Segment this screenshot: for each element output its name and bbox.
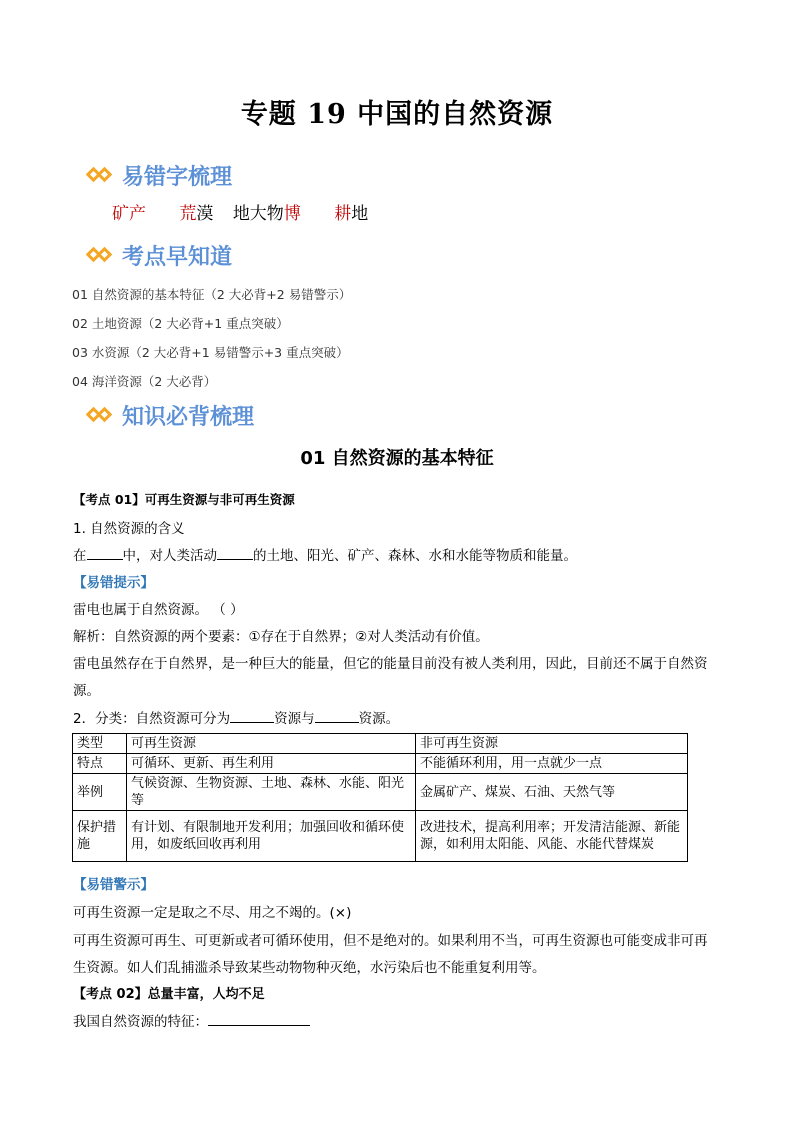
question: 雷电也属于自然资源。 （ ） — [73, 602, 244, 618]
page-title: 专题 19 中国的自然资源 — [240, 99, 554, 130]
section-title: 易错字梳理 — [122, 165, 233, 190]
table-cell: 举例 — [73, 774, 127, 811]
fill-blank — [208, 1011, 310, 1026]
table-row — [73, 811, 688, 862]
text-fragment: 2．分类：自然资源可分为 — [73, 711, 231, 727]
toc-item: 02 土地资源（2 大必背+1 重点突破） — [72, 316, 289, 331]
table-cell: 保护措施 — [73, 811, 127, 862]
word-red: 矿产 — [112, 204, 146, 224]
double-diamond-icon — [88, 166, 116, 186]
word-red: 耕 — [334, 204, 352, 224]
table-header-row — [73, 734, 688, 754]
table-cell: 可循环、更新、再生利用 — [127, 754, 416, 774]
question: 可再生资源一定是取之不尽、用之不竭的。(×) — [73, 905, 352, 921]
hint-label: 【易错提示】 — [73, 575, 154, 591]
word-black: 地 — [351, 204, 369, 224]
table-header-cell: 类型 — [73, 734, 127, 754]
word-black: 漠 — [196, 204, 214, 224]
kaodian-heading: 【考点 02】总量丰富，人均不足 — [73, 987, 265, 1002]
table-cell: 特点 — [73, 754, 127, 774]
toc-item: 01 自然资源的基本特征（2 大必背+2 易错警示） — [72, 287, 352, 302]
section-header-zhishi — [88, 400, 254, 431]
item-heading: 1. 自然资源的含义 — [73, 521, 185, 537]
analysis: 源。 — [73, 683, 100, 699]
fill-blank — [87, 545, 123, 560]
toc-item: 03 水资源（2 大必背+1 易错警示+3 重点突破） — [72, 345, 349, 360]
section-title: 知识必背梳理 — [122, 405, 255, 430]
section-title: 考点早知道 — [122, 245, 233, 270]
word-red: 博 — [283, 204, 301, 224]
text-fragment: 资源与 — [274, 711, 315, 727]
table-row — [73, 754, 688, 774]
word-black: 地大物 — [232, 204, 284, 224]
text-fragment: 的土地、阳光、矿产、森林、水和水能等物质和能量。 — [253, 548, 577, 564]
definition-line — [73, 544, 577, 564]
feature-line — [73, 1010, 310, 1030]
resource-table — [72, 733, 688, 862]
table-row — [73, 774, 688, 811]
fill-blank — [315, 708, 359, 723]
explanation: 可再生资源可再生、可更新或者可循环使用，但不是绝对的。如果利用不当，可再生资源也可能变成非可再 — [73, 933, 708, 949]
table-header-cell: 非可再生资源 — [416, 734, 688, 754]
kaodian-heading: 【考点 01】可再生资源与非可再生资源 — [73, 492, 295, 507]
toc-item: 04 海洋资源（2 大必背） — [72, 374, 217, 389]
fill-blank — [230, 708, 274, 723]
classification-line — [73, 707, 399, 727]
double-diamond-icon — [88, 246, 116, 266]
text-fragment: 我国自然资源的特征： — [73, 1014, 208, 1030]
table-cell: 不能循环利用，用一点就少一点 — [416, 754, 688, 774]
table-header-cell: 可再生资源 — [127, 734, 416, 754]
subsection-title: 01 自然资源的基本特征 — [300, 448, 494, 469]
analysis: 雷电虽然存在于自然界，是一种巨大的能量，但它的能量目前没有被人类利用，因此，目前还不属于自然资 — [73, 656, 708, 672]
section-header-yicuozi — [88, 160, 232, 191]
text-fragment: 在 — [73, 548, 87, 564]
warning-label: 【易错警示】 — [73, 877, 154, 893]
text-fragment: 中，对人类活动 — [122, 548, 217, 564]
table-cell: 气候资源、生物资源、土地、森林、水能、阳光等 — [127, 774, 416, 811]
table-cell: 金属矿产、煤炭、石油、天然气等 — [416, 774, 688, 811]
analysis: 解析：自然资源的两个要素：①存在于自然界；②对人类活动有价值。 — [73, 629, 489, 645]
table-cell: 有计划、有限制地开发利用；加强回收和循环使用，如废纸回收再利用 — [127, 811, 416, 862]
fill-blank — [217, 545, 253, 560]
text-fragment: 资源。 — [358, 711, 400, 727]
section-header-kaodian — [88, 240, 232, 271]
table-cell: 改进技术，提高利用率；开发清洁能源、新能源，如利用太阳能、风能、水能代替煤炭 — [416, 811, 688, 862]
word-red: 荒 — [179, 204, 197, 224]
error-prone-words — [112, 199, 368, 224]
double-diamond-icon — [88, 406, 116, 426]
explanation: 生资源。如人们乱捕滥杀导致某些动物物种灭绝，水污染后也不能重复利用等。 — [73, 960, 546, 976]
